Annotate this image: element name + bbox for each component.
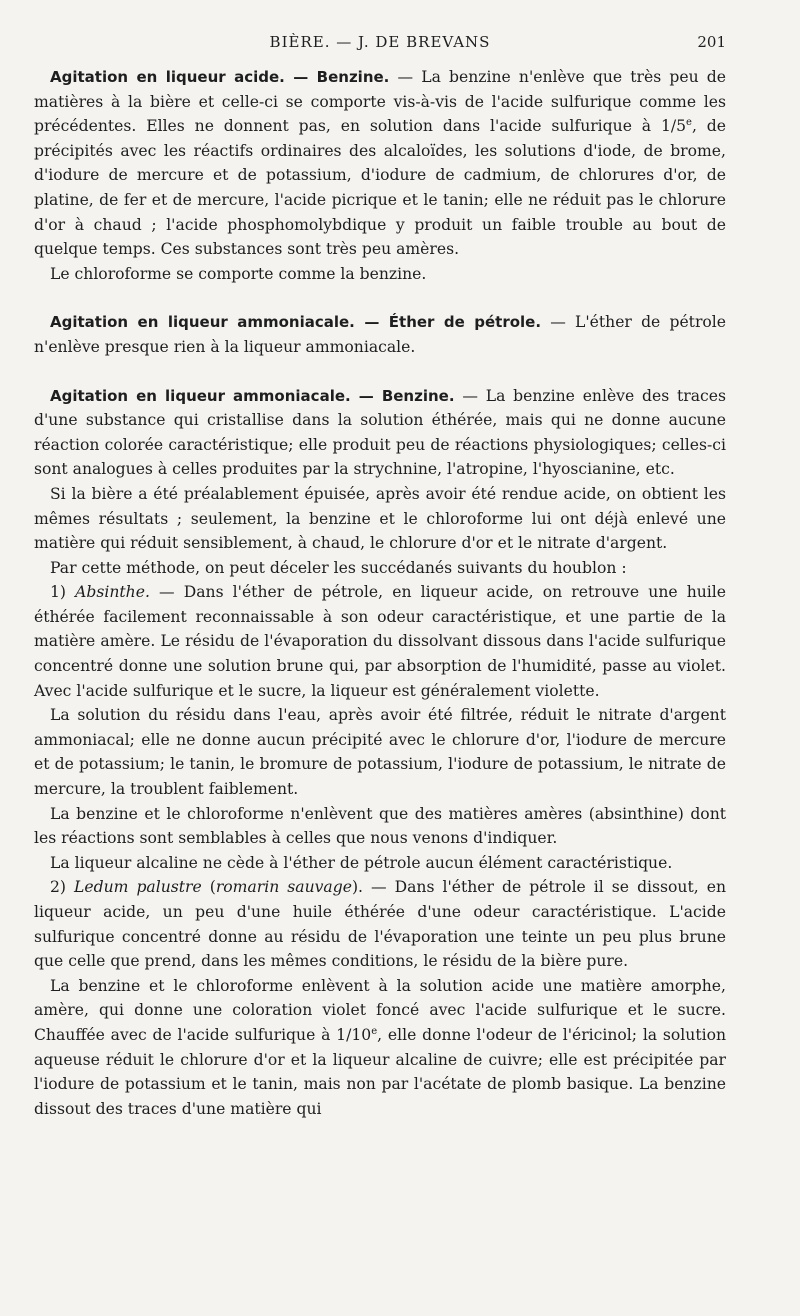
paragraph-ericinol	[34, 974, 726, 1122]
paragraph-method-intro: Par cette méthode, on peut déceler les succédanés suivants du houblon :	[50, 558, 627, 577]
paragraph-absinthine: La benzine et le chloroforme n'enlèvent que des matières amères (absinthine) dont les réactions sont semblables à celles que nous venons d'indiquer.	[34, 804, 726, 848]
paragraph-text: , de précipités avec les réactifs ordinaires des alcaloïdes, les solutions d'iode, de brome, d'iodure de mercure et de potassium, d'iodure de cadmium, de chlorures d'or, de platine, de fer et de mercure, l'acide picrique et le tanin; elle ne réduit pas le chlorure d'or à chaud ; l'acide phosphomolybdique y produit un faible trouble au bout de quelque temps. Ces substances sont très peu amères.	[34, 117, 726, 259]
list-number: 1)	[50, 583, 76, 602]
paragraph-text: ). — Dans l'éther de pétrole il se dissout, en liqueur acide, un peu d'une huile éthérée d'une odeur caractéristique. L'acide sulfurique concentré donne au résidu de l'évaporation une teinte un peu plus brune que celle que prend, dans les mêmes conditions, le résidu de la bière pure.	[34, 878, 726, 971]
paragraph-ammonia-benzine	[34, 384, 726, 482]
paragraph-ammonia-ether	[34, 310, 726, 359]
substitute-common-name: romarin sauvage	[215, 878, 352, 897]
paragraph-prior-exhaustion: Si la bière a été préalablement épuisée, après avoir été rendue acide, on obtient les mêmes résultats ; seulement, la benzine et le chloroforme lui ont déjà enlevé une matière qui réduit sensiblement, à chaud, le chlorure d'or et le nitrate d'argent.	[34, 484, 726, 553]
paragraph-absinthe	[34, 580, 726, 703]
running-title: BIÈRE. — J. DE BREVANS	[269, 33, 491, 51]
paragraph-alkaline-liquor: La liqueur alcaline ne cède à l'éther de pétrole aucun élément caractéristique.	[50, 853, 673, 872]
paragraph-ledum	[34, 875, 726, 973]
section-heading: Agitation en liqueur ammoniacale. — Éther de pétrole.	[50, 313, 542, 332]
page-number: 201	[697, 33, 726, 51]
section-heading: Agitation en liqueur acide. — Benzine.	[50, 68, 390, 86]
paragraph-text: , elle donne l'odeur de l'éricinol; la solution aqueuse réduit le chlorure d'or et la liqueur alcaline de cuivre; elle est précipitée par l'iodure de potassium et le tanin, mais non par l'acétate de plomb basique. La benzine dissout des traces d'une matière qui	[34, 1025, 726, 1118]
paragraph-text: La benzine et le chloroforme enlèvent à la solution acide une matière amorphe, amère, qui donne une coloration violet foncé avec l'acide sulfurique et le sucre. Chauffée avec de l'acide sulfurique à 1/10	[34, 976, 726, 1044]
substitute-name: Absinthe.	[75, 583, 150, 602]
paragraph-residue-solution: La solution du résidu dans l'eau, après avoir été filtrée, réduit le nitrate d'argent ammoniacal; elle ne donne aucun précipité avec le chlorure d'or, l'iodure de mercure et de potassium; le tanin, le bromure de potassium, l'iodure de potassium, le nitrate de mercure, la troublent faiblement.	[34, 706, 726, 799]
superscript: e	[686, 117, 692, 128]
paragraph-text: — L'éther de pétrole n'enlève presque rien à la liqueur ammoniacale.	[34, 313, 727, 356]
body-text	[34, 65, 726, 1121]
superscript: e	[371, 1025, 378, 1037]
paragraph-chloroform: Le chloroforme se comporte comme la benzine.	[50, 264, 427, 283]
paragraph-acid-benzine	[34, 65, 726, 262]
paragraph-text: — La benzine enlève des traces d'une substance qui cristallise dans la solution éthérée, mais qui ne donne aucune réaction colorée caractéristique; elle produit peu de réactions physiologiques; celles-ci sont analogues à celles produites par la strychnine, l'atropine, l'hyoscianine, etc.	[34, 386, 727, 479]
running-header	[34, 30, 726, 54]
list-number: 2)	[50, 878, 75, 897]
paragraph-text: (	[201, 878, 216, 897]
substitute-name: Ledum palustre	[74, 878, 202, 897]
section-heading: Agitation en liqueur ammoniacale. — Benzine.	[50, 386, 455, 405]
paragraph-text: — Dans l'éther de pétrole, en liqueur acide, on retrouve une huile éthérée facilement reconnaissable à son odeur caractéristique, et une partie de la matière amère. Le résidu de l'évaporation du dissolvant dissous dans l'acide sulfurique concentré donne une solution brune qui, par absorption de l'humidité, passe au violet. Avec l'acide sulfurique et le sucre, la liqueur est généralement violette.	[34, 583, 726, 700]
paragraph-text: — La benzine n'enlève que très peu de matières à la bière et celle-ci se comporte vis-à-vis de l'acide sulfurique comme les précédentes. Elles ne donnent pas, en solution dans l'acide sulfurique à 1/5	[34, 68, 726, 136]
